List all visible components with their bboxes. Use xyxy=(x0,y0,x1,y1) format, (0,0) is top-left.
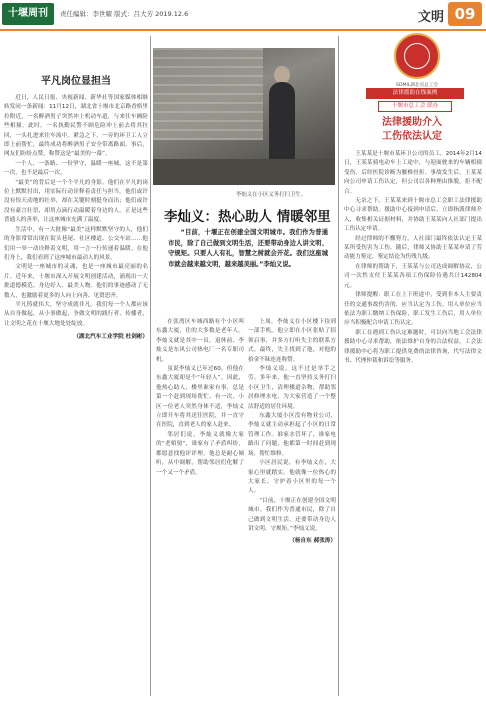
article-title-left: 平凡岗位显担当 xyxy=(41,76,111,87)
byline-main: （杨自东 郝张涛） xyxy=(289,538,336,545)
column-right xyxy=(344,150,482,366)
title-line-1: 法律援助介入 xyxy=(382,117,442,128)
article-body-middle-a xyxy=(156,318,244,478)
column-divider xyxy=(338,36,339,696)
union-badge-icon xyxy=(394,33,440,79)
paragraph: “目前，十堰正在创建全国文明城市。我们作为普通市民，除了自己做到文明生活，还要带动身边人讲文明、守规矩。”李灿义说。 xyxy=(248,497,336,532)
photo-ground xyxy=(153,159,335,185)
paragraph: 文明是一座城市的灵魂，也是一座城市最亮丽的名片。近年来，十堰市深入开展文明创建活动，涌现出一大批道德模范、身边好人、最美人物。他们的事迹感动了无数人，也激励着更多的人向上向善、见贤思齐。 xyxy=(4,264,148,299)
paragraph: 上周，李灿义在小区楼下捡到一部手机。他立即在小区张贴了招领启事，并多方打听失主的联系方式。最终，失主找到了他，对他的拾金不昧连连称赞。 xyxy=(248,319,336,363)
paragraph: “最美”的背后是一个个平凡的身影。他们在平凡的岗位上默默付出，用实际行动诠释着责任与担当。他们或许没有惊天动地的壮举，却在关键时刻挺身而出；他们或许没有豪言壮语，却用点滴行动温暖着身边的人。正是这些普通人的善举，让这座城市充满了温度。 xyxy=(4,179,148,224)
badge-ring xyxy=(404,43,430,69)
paragraph: 李灿义说，这不过是举手之劳。多年来，他一直坚持义务打扫小区卫生，清理楼道杂物，帮助邻居修理水电，为大家营造了一个整洁舒适的居住环境。 xyxy=(248,366,336,410)
intro-paragraph: “目前，十堰正在创建全国文明城市。我们作为普通市民，除了自己做到文明生活，还要带动身边人讲文明、守规矩。只要人人有礼，智慧之树就会开花。我们这座城市就会越来越文明，越来越美丽。”李灿义说。 xyxy=(168,229,328,268)
paragraph: 平凡铸就伟大，坚守成就非凡。我们每一个人都应该从自身做起，从小事做起，争做文明的践行者、传播者，让文明之花在十堰大地处处绽放。 xyxy=(4,301,148,327)
paragraph: 虽说李灿义已年过60，但他在东鑫大厦却是个“年轻人”。因此，他热心助人，楼里谁家有事，总是第一个赶到现场帮忙。有一次，小区一位老人突然身体不适，李灿义立即开车将其送往医院，并一直守在医院，直到老人的家人赶来。 xyxy=(156,366,244,429)
masthead-meta: 责任编辑：李世耀 版式：吕大芳 2019.12.6 xyxy=(60,10,189,18)
paragraph: 在律师的帮助下，王某某与公司达成调解协议，公司一次性支付王某某各项工伤保险待遇共计142804元。 xyxy=(344,263,482,289)
column-middle-b xyxy=(248,318,336,544)
article-body-middle-b xyxy=(248,318,336,534)
paragraph: 王某某是十堰市某环卫公司的员工，2014年2月14日，王某某骑电动车上工途中，与迎面驶来的车辆相撞受伤，后经医院诊断为腰椎骨折。事故发生后，王某某向公司申请工伤认定，但公司以各种理由推脱，拒不配合。 xyxy=(344,151,482,195)
column-left xyxy=(4,72,148,340)
title-line-2: 工伤依法认定 xyxy=(382,131,442,142)
page-number: 09 xyxy=(448,2,482,26)
paragraph: 东鑫大厦小区没有物业公司，李灿义就主动承担起了小区的日常管理工作。谁家水管坏了，谁家电路出了问题，他都第一时间赶到现场，帮忙维修。 xyxy=(248,413,336,457)
column-divider xyxy=(150,36,151,696)
photo-wall xyxy=(153,48,263,140)
paragraph: 小区居民说，有李灿义在，大家心里就踏实。他就像一位热心的大家长，守护着小区里的每一个人。 xyxy=(248,460,336,495)
paragraph: 职工在遇到工伤认定难题时，可以向当地工会法律援助中心寻求帮助，依法维护自身的合法权益。工会法律援助中心将为职工提供免费的法律咨询、代写法律文书、代理仲裁和诉讼等服务。 xyxy=(344,329,482,364)
photo-caption: 李灿义在小区义务打扫卫生。 xyxy=(236,192,307,198)
paragraph: 经过律师的不懈努力，人社部门最终依法认定王某某所受伤害为工伤。随后，律师又协助王某某申请了劳动能力鉴定，鉴定结论为伤残九级。 xyxy=(344,235,482,261)
legal-aid-banner: 法律援助在线案例 xyxy=(366,88,464,99)
section-name: 文明 xyxy=(417,10,444,25)
article-intro xyxy=(168,228,328,270)
article-title-right xyxy=(342,116,482,144)
main-article-title: 李灿义：热心助人 情暖邻里 xyxy=(164,209,331,225)
article-body-right xyxy=(344,150,482,366)
paragraph: 律师提醒：职工在上下班途中，受到非本人主要责任的交通事故伤害的，应当认定为工伤。用人单位应当依法为职工缴纳工伤保险，职工发生工伤后，用人单位应当积极配合申请工伤认定。 xyxy=(344,292,482,327)
masthead-rule xyxy=(0,29,486,31)
news-photo xyxy=(153,48,335,185)
paragraph: 无奈之下，王某某来到十堰市总工会职工法律援助中心寻求帮助。援助中心接到申请后，立即指派律师介入，收集相关证据材料，并协助王某某向人社部门提出工伤认定申请。 xyxy=(344,198,482,233)
paragraph: 生活中，有一大批像“最美”这样默默坚守的人，他们的身影常常出现在街头巷尾、社区楼道、公交车站……他们用一举一动诠释着文明，用一言一行传递着温暖。在他们身上，我们看到了这座城市最动人的风景。 xyxy=(4,226,148,261)
paragraph: 近日，人民日报、央视新闻、新华社等国家媒体相继转发同一条新闻：11月12日，湖北省十堰市北京路香格里拉附近，一名醉酒男子突然冲上机动车道，与来往车辆险些相撞。此时，一名执勤民警不顾危险冲上前去将其拉回，一头扎进来往车流中。紧急之下，一旁的环卫工人立即上前帮忙，最终成功将醉酒男子安全带离路面。事后，网友们纷纷点赞，称赞这是“最美的一幕”。 xyxy=(4,95,148,158)
badge-caption: SDMIL湖北省总工会 xyxy=(396,83,438,88)
column-middle-a xyxy=(156,318,244,478)
article-body-left xyxy=(4,94,148,329)
paragraph: 邻居们说，李灿义就像大家的“老娘舅”，谁家有了矛盾纠纷，都愿意找他评评理。他总是耐心倾听，从中调解，帮助邻居们化解了一个又一个矛盾。 xyxy=(156,431,244,476)
byline-left: （湖北汽车工业学院 杜剑彬） xyxy=(73,334,148,341)
paragraph: 在张湾区车城西路有个小区叫东鑫大厦，住的大多数是老年人。李灿义就是其中一员。退休前，李灿义是东风公司热电厂一名专职司机。 xyxy=(156,319,244,363)
masthead xyxy=(0,0,486,30)
masthead-logo: 十堰周刊 xyxy=(2,3,54,25)
co-host-banner: 十堰市总工会 联办 xyxy=(378,101,452,112)
photo-person-body xyxy=(269,82,295,162)
paragraph: 一个人、一条路、一份坚守，温暖一座城。这不是第一次，也不是最后一次。 xyxy=(4,160,148,177)
